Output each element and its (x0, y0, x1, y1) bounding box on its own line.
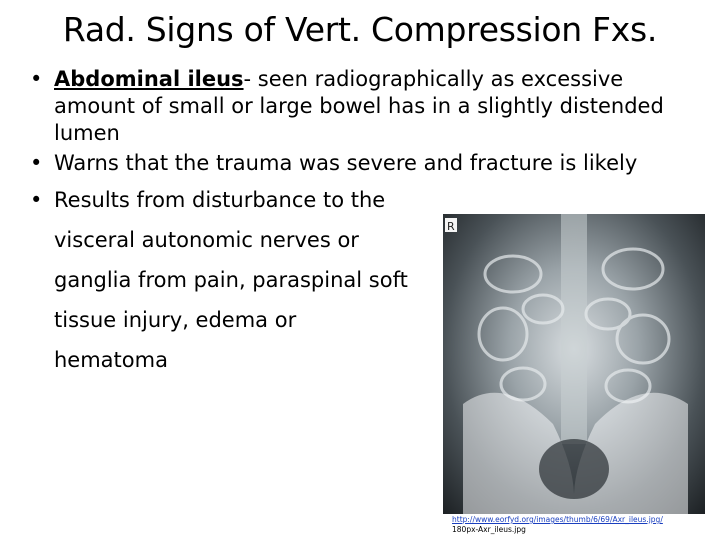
xray-side-marker: R (447, 220, 455, 233)
bullet-text: Warns that the trauma was severe and fracture is likely (54, 151, 638, 175)
xray-image (443, 214, 705, 514)
bullet-lead-term: Abdominal ileus (54, 67, 244, 91)
bullet-item-cause (28, 180, 414, 380)
image-filename: 180px-Axr_ileus.jpg (452, 525, 526, 534)
bullet-item-warning (28, 150, 708, 177)
bullet-text: Results from disturbance to the visceral autonomic nerves or ganglia from pain, paraspinal soft tissue injury, edema or hematoma (54, 188, 408, 372)
bullet-item-ileus (28, 66, 708, 147)
slide-title: Rad. Signs of Vert. Compression Fxs. (62, 10, 658, 49)
bullet-dot: • (30, 151, 43, 175)
bullet-dot: • (30, 67, 43, 91)
image-credit (452, 515, 663, 535)
xray-illustration (443, 214, 705, 514)
image-source-link[interactable]: http://www.eorfyd.org/images/thumb/6/69/Axr_ileus.jpg/ (452, 515, 663, 524)
bullet-dot: • (30, 188, 43, 212)
bullet-text: - seen radiographically as excessive amount of small or large bowel has in a slightly distended lumen (54, 67, 664, 145)
